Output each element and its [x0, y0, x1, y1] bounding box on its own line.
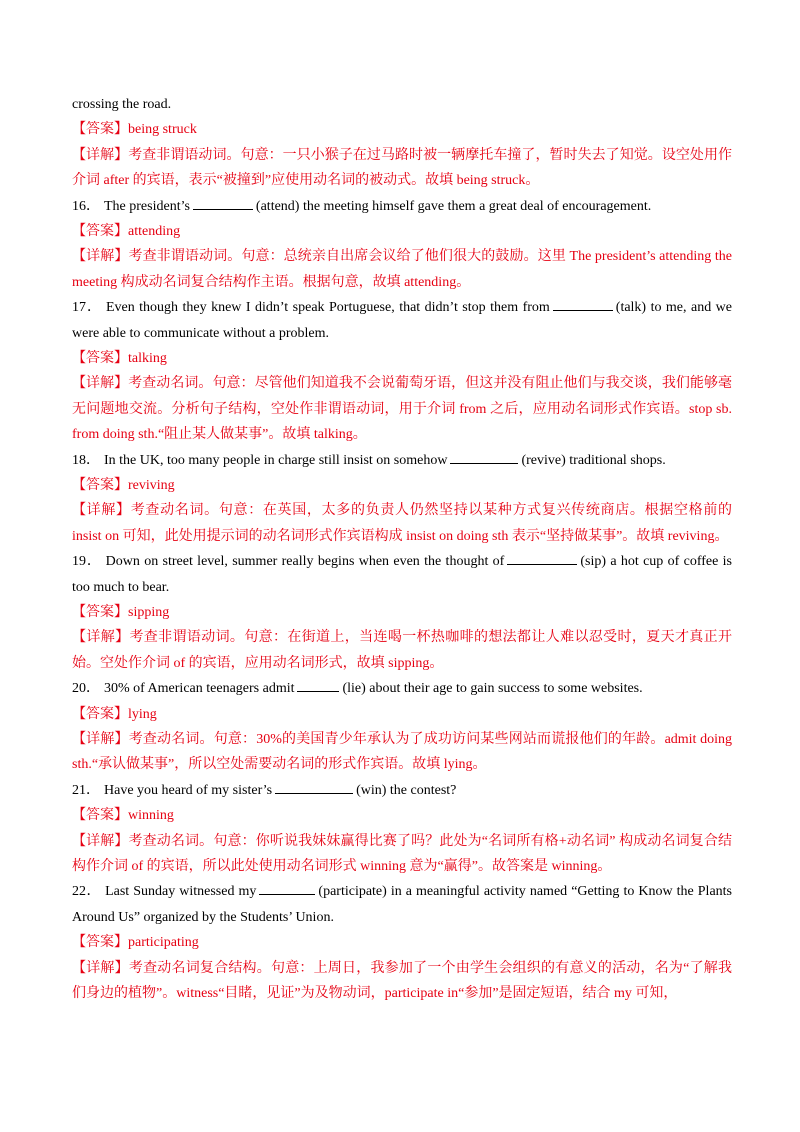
intro-fragment: crossing the road.: [72, 97, 172, 112]
answer-text: talking: [128, 351, 167, 367]
question-pre: Even though they knew I didn’t speak Portuguese, that didn’t stop them from: [105, 300, 550, 316]
question-post: (win) the contest?: [356, 782, 457, 798]
question-number: 20．: [72, 681, 100, 697]
answer-text: participating: [128, 935, 199, 951]
question-pre: In the UK, too many people in charge still insist on somehow: [104, 452, 448, 468]
answer-line: [72, 600, 732, 625]
answer-text: sipping: [128, 605, 170, 621]
question-pre: Down on street level, summer really begins when even the thought of: [105, 554, 505, 570]
detail-paragraph: [72, 244, 732, 295]
answer-label: 【答案】: [72, 935, 128, 951]
question-number: 21．: [72, 782, 100, 798]
detail-label: 【详解】: [72, 376, 129, 392]
detail-text: 考查非谓语动词。句意：在街道上，当连喝一杯热咖啡的想法都让人难以忍受时，夏天才真正开始。空处作介词 of 的宾语，应用动名词形式，故填 sipping。: [72, 630, 733, 671]
answer-line: [72, 803, 732, 828]
answer-label: 【答案】: [72, 122, 128, 138]
question-text: [72, 194, 732, 219]
question-block-19: [72, 549, 732, 676]
answer-line: [72, 930, 732, 955]
detail-paragraph: [72, 498, 732, 549]
answer-label: 【答案】: [72, 706, 128, 722]
detail-label: 【详解】: [72, 503, 131, 519]
answer-label: 【答案】: [72, 478, 128, 494]
question-pre: 30% of American teenagers admit: [104, 681, 295, 697]
detail-paragraph: [72, 625, 732, 676]
detail-text: 考查动名词。句意：30%的美国青少年承认为了成功访问某些网站而谎报他们的年龄。admit doing sth.“承认做某事”，所以空处需要动名词的形式作宾语。故填 lying。: [72, 732, 733, 773]
question-post: (sip) a hot cup of coffee is too much to bear.: [72, 554, 732, 595]
detail-label: 【详解】: [72, 960, 129, 976]
question-text: [72, 448, 732, 473]
answer-text: attending: [128, 224, 181, 239]
answer-blank: [297, 677, 339, 692]
detail-paragraph: [72, 956, 732, 1007]
question-text: [72, 879, 732, 930]
question-text: [72, 778, 732, 803]
q15-detail: [72, 143, 732, 194]
answer-label: 【答案】: [72, 808, 128, 824]
question-number: 17．: [72, 300, 102, 316]
detail-label: 【详解】: [72, 147, 129, 163]
detail-paragraph: [72, 829, 732, 880]
answer-blank: [259, 880, 315, 895]
detail-label: 【详解】: [72, 249, 129, 265]
detail-text: 考查动名词。句意：尽管他们知道我不会说葡萄牙语，但这并没有阻止他们与我交谈，我们能够毫无问题地交流。分析句子结构，空处作非谓语动词，用于介词 from 之后，应用动名词形式作宾语。stop sb. from doing sth.“阻止某人做某事”。故填 talking。: [72, 376, 733, 443]
detail-text: 考查动名词。句意：在英国，太多的负责人仍然坚持以某种方式复兴传统商店。根据空格前的 insist on 可知，此处用提示词的动名词形式作宾语构成 insist on doing sth 表示“坚持做某事”。故填 reviving。: [72, 503, 733, 544]
detail-text: 考查动名词。句意：你听说我妹妹赢得比赛了吗？此处为“名词所有格+动名词” 构成动名词复合结构作介词 of 的宾语，所以此处使用动名词形式 winning 意为“赢得”。故答案是 winning。: [72, 833, 732, 875]
question-post: (lie) about their age to gain success to some websites.: [342, 681, 643, 697]
question-post: (revive) traditional shops.: [521, 452, 666, 468]
question-list: [72, 194, 732, 1007]
question-number: 22．: [72, 884, 102, 900]
question-number: 19．: [72, 554, 102, 570]
question-block-17: [72, 295, 732, 447]
question-block-16: [72, 194, 732, 296]
answer-text: winning: [128, 808, 174, 824]
answer-line: [72, 702, 732, 727]
question-block-22: [72, 879, 732, 1006]
q15-answer: [72, 117, 732, 142]
answer-line: [72, 219, 732, 244]
question-pre: Last Sunday witnessed my: [105, 884, 257, 900]
question-block-20: [72, 676, 732, 778]
question-number: 16．: [72, 198, 100, 214]
answer-blank: [275, 779, 353, 794]
detail-label: 【详解】: [72, 630, 130, 646]
question-text: [72, 549, 732, 600]
document-page: [72, 92, 732, 1006]
answer-label: 【答案】: [72, 351, 128, 367]
question-pre: Have you heard of my sister’s: [104, 782, 273, 798]
question-text: [72, 676, 732, 701]
answer-blank: [450, 449, 518, 464]
question-post: (participate) in a meaningful activity named “Getting to Know the Plants Around Us” organized by the Students’ Union.: [72, 884, 732, 925]
detail-label: 【详解】: [72, 732, 129, 748]
detail-paragraph: [72, 371, 732, 447]
answer-text: being struck: [128, 122, 197, 138]
answer-label: 【答案】: [72, 605, 128, 621]
question-post: (talk) to me, and we were able to communicate without a problem.: [72, 300, 732, 341]
question-block-21: [72, 778, 732, 880]
question-post: (attend) the meeting himself gave them a great deal of encouragement.: [255, 198, 652, 214]
answer-line: [72, 346, 732, 371]
answer-text: reviving: [128, 478, 175, 494]
detail-label: 【详解】: [72, 833, 129, 849]
detail-text: 考查非谓语动词。句意：总统亲自出席会议给了他们很大的鼓励。这里 The president’s attending the meeting 构成动名词复合结构作主语。根据句意，故填 attending。: [72, 249, 732, 290]
answer-line: [72, 473, 732, 498]
answer-blank: [553, 296, 613, 311]
answer-label: 【答案】: [72, 224, 128, 239]
question-text: [72, 295, 732, 346]
detail-text: 考查动名词复合结构。句意：上周日，我参加了一个由学生会组织的有意义的活动，名为“了解我们身边的植物”。witness“目睹，见证”为及物动词，participate in“参加”是固定短语，结合 my 可知，: [72, 960, 733, 1002]
detail-paragraph: [72, 727, 732, 778]
question-block-18: [72, 448, 732, 550]
question-pre: The president’s: [104, 198, 190, 214]
detail-text: 考查非谓语动词。句意：一只小猴子在过马路时被一辆摩托车撞了，暂时失去了知觉。设空处用作介词 after 的宾语，表示“被撞到”应使用动名词的被动式。故填 being struck。: [72, 147, 733, 189]
answer-text: lying: [128, 706, 157, 722]
answer-blank: [193, 195, 253, 210]
answer-blank: [507, 550, 577, 565]
question-number: 18．: [72, 452, 100, 468]
